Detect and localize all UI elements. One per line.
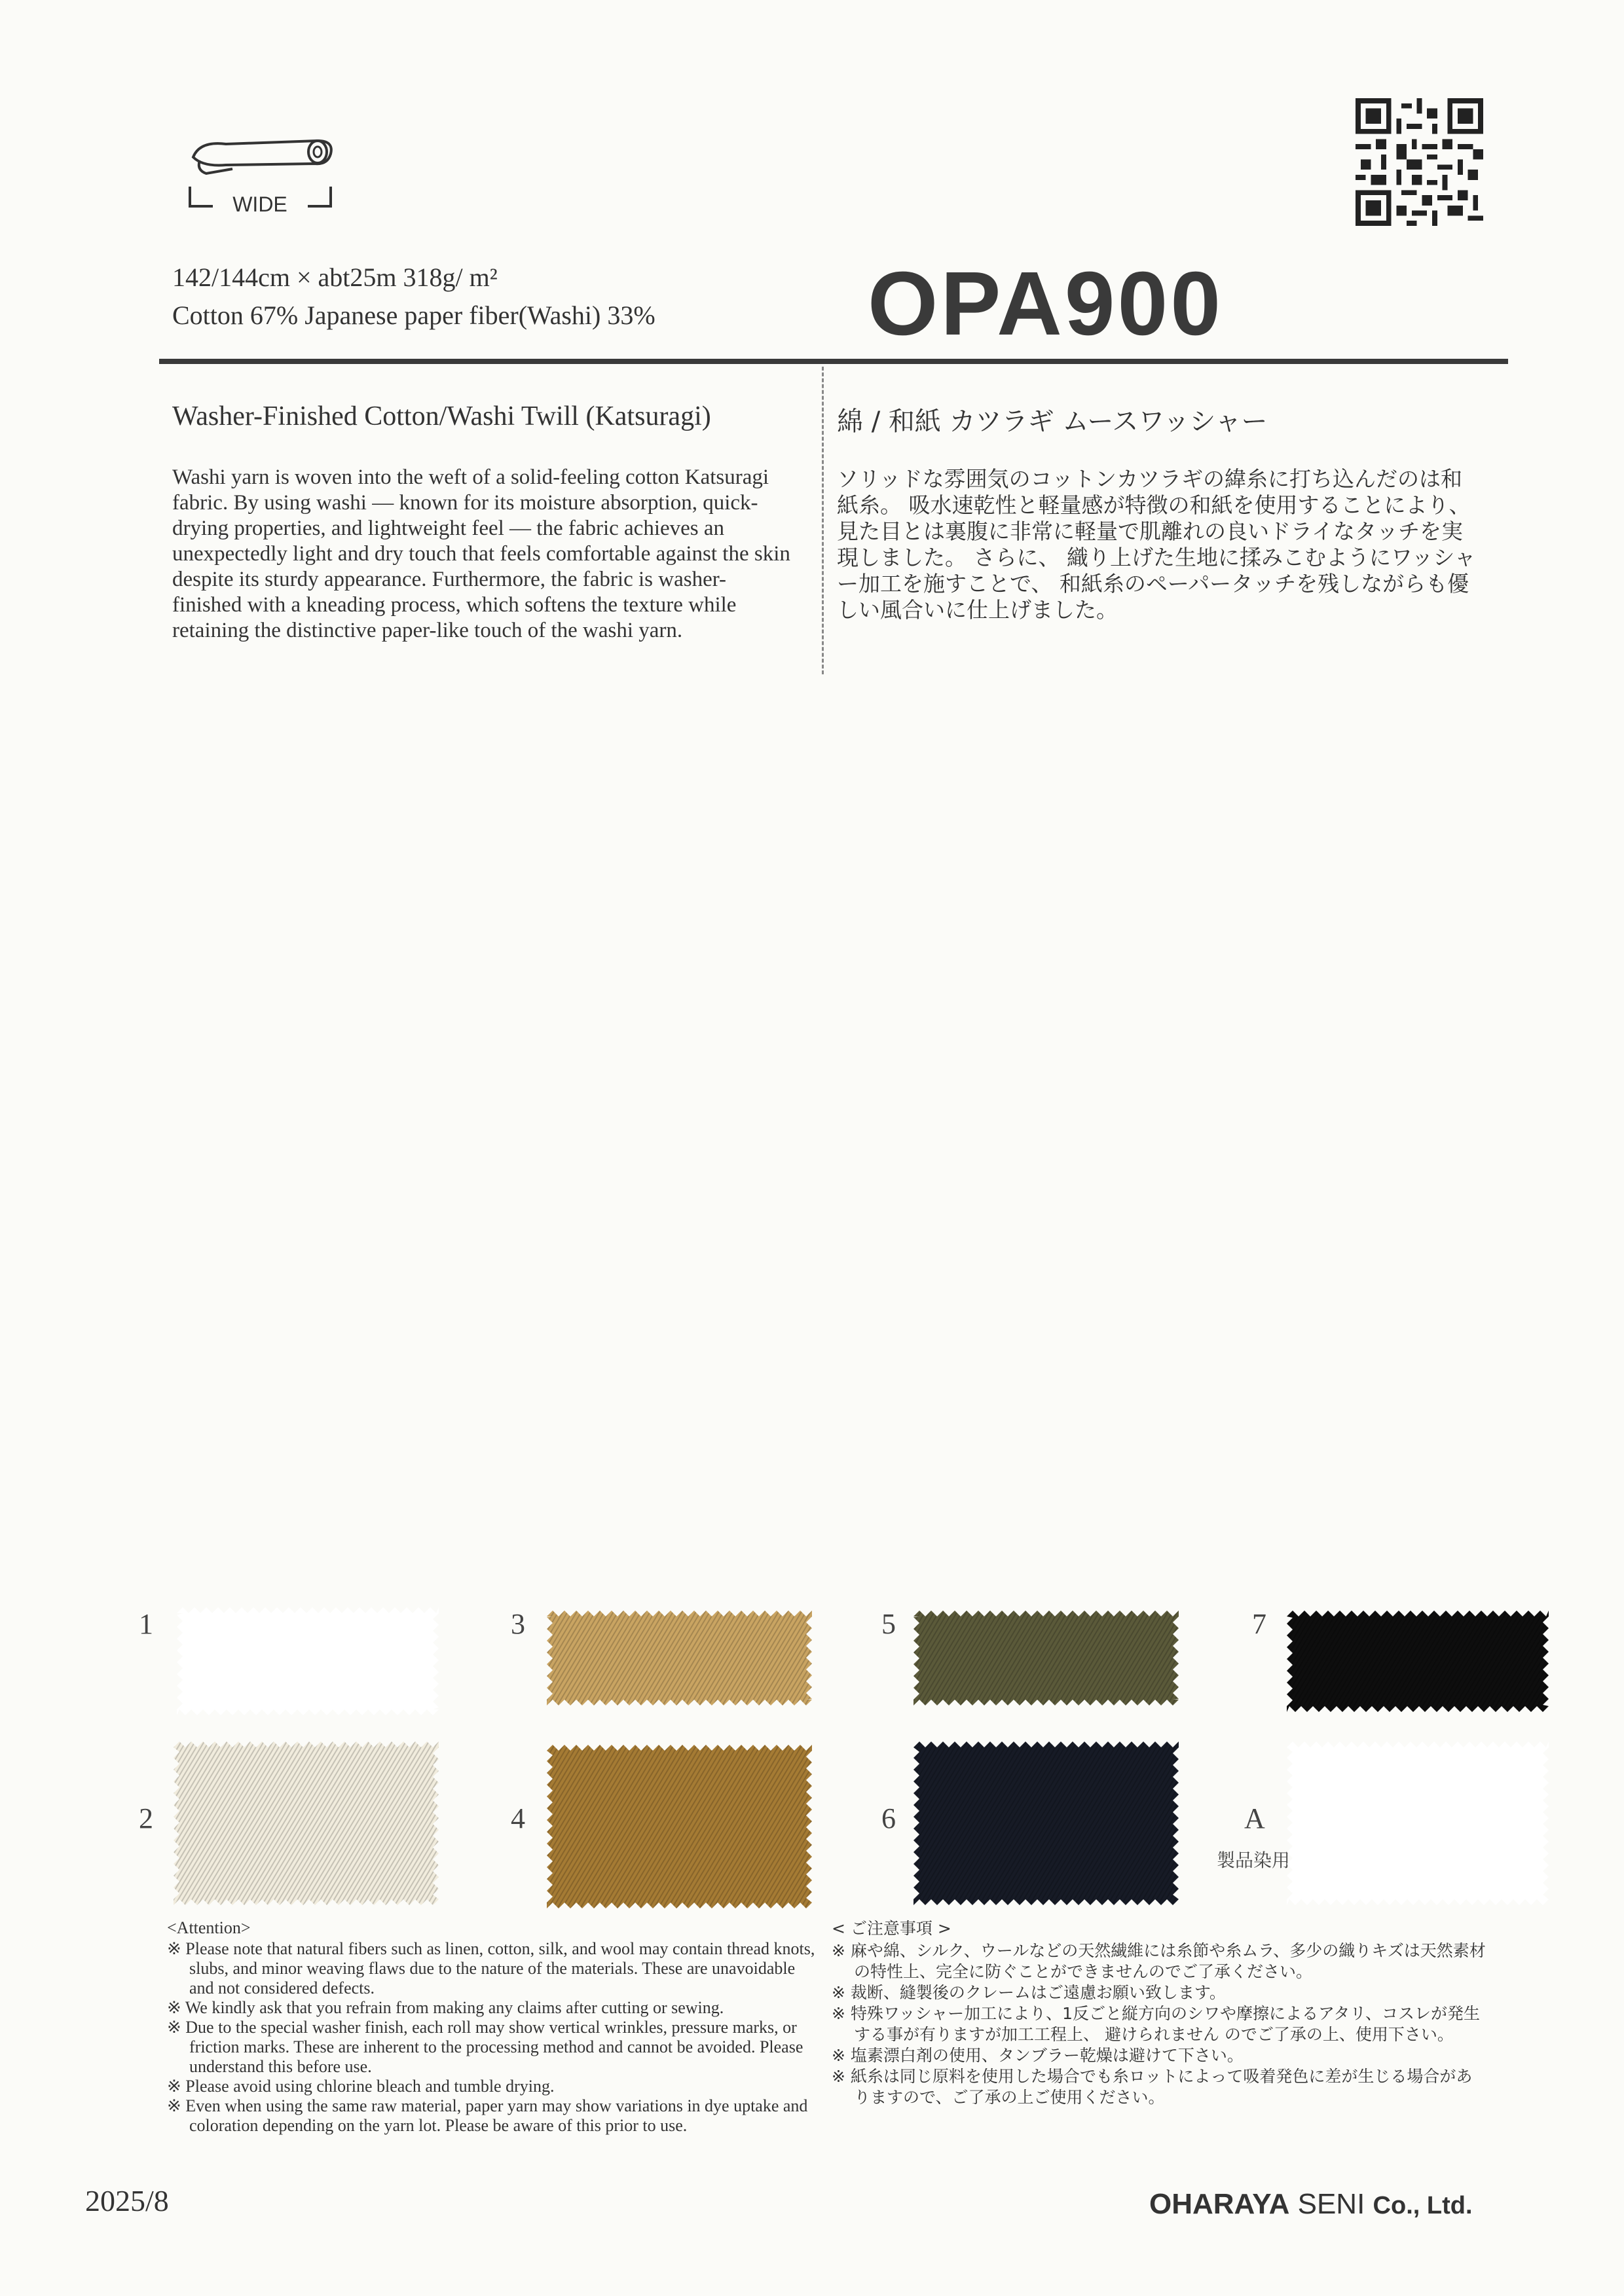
attention-en-item: ※ Please avoid using chlorine bleach and tumble drying.: [167, 2077, 555, 2096]
attention-jp-item: ※ 麻や綿、シルク、ウールなどの天然繊維には糸節や糸ムラ、多少の織りキズは天然素材の特性上、完全に防ぐことができませんのでご了承ください。: [832, 1941, 1486, 1981]
wide-fabric-roll-logo: [187, 118, 344, 223]
company-seni: SENI: [1297, 2188, 1365, 2220]
attention-jp-title: < ご注意事項 >: [832, 1919, 951, 1938]
swatch-label-6: 6: [881, 1802, 896, 1834]
swatch-label-2: 2: [139, 1802, 153, 1834]
logo-wide-text: WIDE: [232, 192, 287, 216]
product-code: OPA900: [868, 253, 1224, 354]
header-divider: [159, 359, 1508, 364]
swatch-label-1: 1: [139, 1608, 153, 1640]
fabric-swatch-a[interactable]: [1287, 1741, 1549, 1905]
attention-jp-item: ※ 塩素漂白剤の使用、タンブラー乾燥は避けて下さい。: [832, 2046, 1244, 2065]
company-main: OHARAYA: [1149, 2188, 1290, 2220]
product-title-en: Washer-Finished Cotton/Washi Twill (Katsuragi): [172, 401, 711, 431]
attention-en-title: <Attention>: [167, 1918, 251, 1937]
attention-en-item: ※ Please note that natural fibers such as linen, cotton, silk, and wool may contain thread knots, slubs, and minor weaving flaws due to the nature of the materials. These are unavoidable and not considered defects.: [167, 1939, 815, 1997]
attention-jp: [832, 1918, 1486, 2108]
description-en: Washi yarn is woven into the weft of a solid-feeling cotton Katsuragi fabric. By using washi — known for its moisture absorption, quick-drying properties, and lightweight feel — the fabric achieves an unexpectedly light and dry touch that feels comfortable against the skin despite its sturdy appearance. Furthermore, the fabric is washer-finished with a kneading process, which softens the texture while retaining the distinctive paper-like touch of the washi yarn.: [172, 465, 790, 642]
description-jp: ソリッドな雰囲気のコットンカツラギの緯糸に打ち込んだのは和紙糸。 吸水速乾性と軽量感が特徴の和紙を使用することにより、見た目とは裏腹に非常に軽量で肌離れの良いドライなタッチを実現しました。 さらに、 織り上げた生地に揉みこむようにワッシャー加工を施すことで、 和紙糸のペーパータッチを残しながらも優しい風合いに仕上げました。: [837, 466, 1476, 623]
fabric-swatch-2[interactable]: [174, 1741, 439, 1905]
attention-jp-item: ※ 裁断、縫製後のクレームはご遠慮お願い致します。: [832, 1983, 1226, 2002]
product-title-jp: 綿 / 和紙 カツラギ ムースワッシャー: [837, 407, 1268, 437]
attention-en-item: ※ Due to the special washer finish, each roll may show vertical wrinkles, pressure marks, or friction marks. These are inherent to the processing method and cannot be avoided. Please understand this before use.: [167, 2018, 803, 2076]
attention-en-item: ※ We kindly ask that you refrain from making any claims after cutting or sewing.: [167, 1998, 724, 2017]
swatch-label-a: A: [1244, 1802, 1265, 1834]
attention-en-item: ※ Even when using the same raw material, paper yarn may show variations in dye uptake and coloration depending on the yarn lot. Please be aware of this prior to use.: [167, 2096, 808, 2135]
fabric-swatch-4[interactable]: [547, 1745, 812, 1908]
swatch-label-4: 4: [511, 1802, 525, 1834]
swatch-label-3: 3: [511, 1608, 525, 1640]
qr-code[interactable]: [1356, 98, 1483, 226]
attention-jp-item: ※ 紙糸は同じ原料を使用した場合でも糸ロットによって吸着発色に差が生じる場合がありますので、ご了承の上ご使用ください。: [832, 2067, 1473, 2107]
fabric-swatch-5[interactable]: [913, 1611, 1179, 1705]
swatch-label-7: 7: [1252, 1608, 1266, 1640]
attention-en: [167, 1918, 815, 2136]
company-suffix: Co., Ltd.: [1373, 2192, 1473, 2219]
swatch-a-note: 製品染用: [1217, 1850, 1291, 1871]
fabric-swatch-7[interactable]: [1287, 1611, 1549, 1712]
spec-composition: Cotton 67% Japanese paper fiber(Washi) 33%: [172, 301, 655, 330]
fabric-swatch-3[interactable]: [547, 1611, 812, 1705]
company-name: [1149, 2188, 1473, 2221]
swatch-label-5: 5: [881, 1608, 896, 1640]
spec-width-length-weight: 142/144cm × abt25m 318g/ m²: [172, 263, 498, 292]
fabric-swatch-1[interactable]: [177, 1607, 439, 1715]
attention-jp-item: ※ 特殊ワッシャー加工により、1反ごと縦方向のシワや摩擦によるアタリ、コスレが発生する事が有りますが加工工程上、 避けられません のでご了承の上、使用下さい。: [832, 2004, 1481, 2044]
fabric-swatch-6[interactable]: [913, 1741, 1179, 1905]
column-divider: [822, 367, 824, 674]
issue-date: 2025/8: [85, 2184, 169, 2217]
